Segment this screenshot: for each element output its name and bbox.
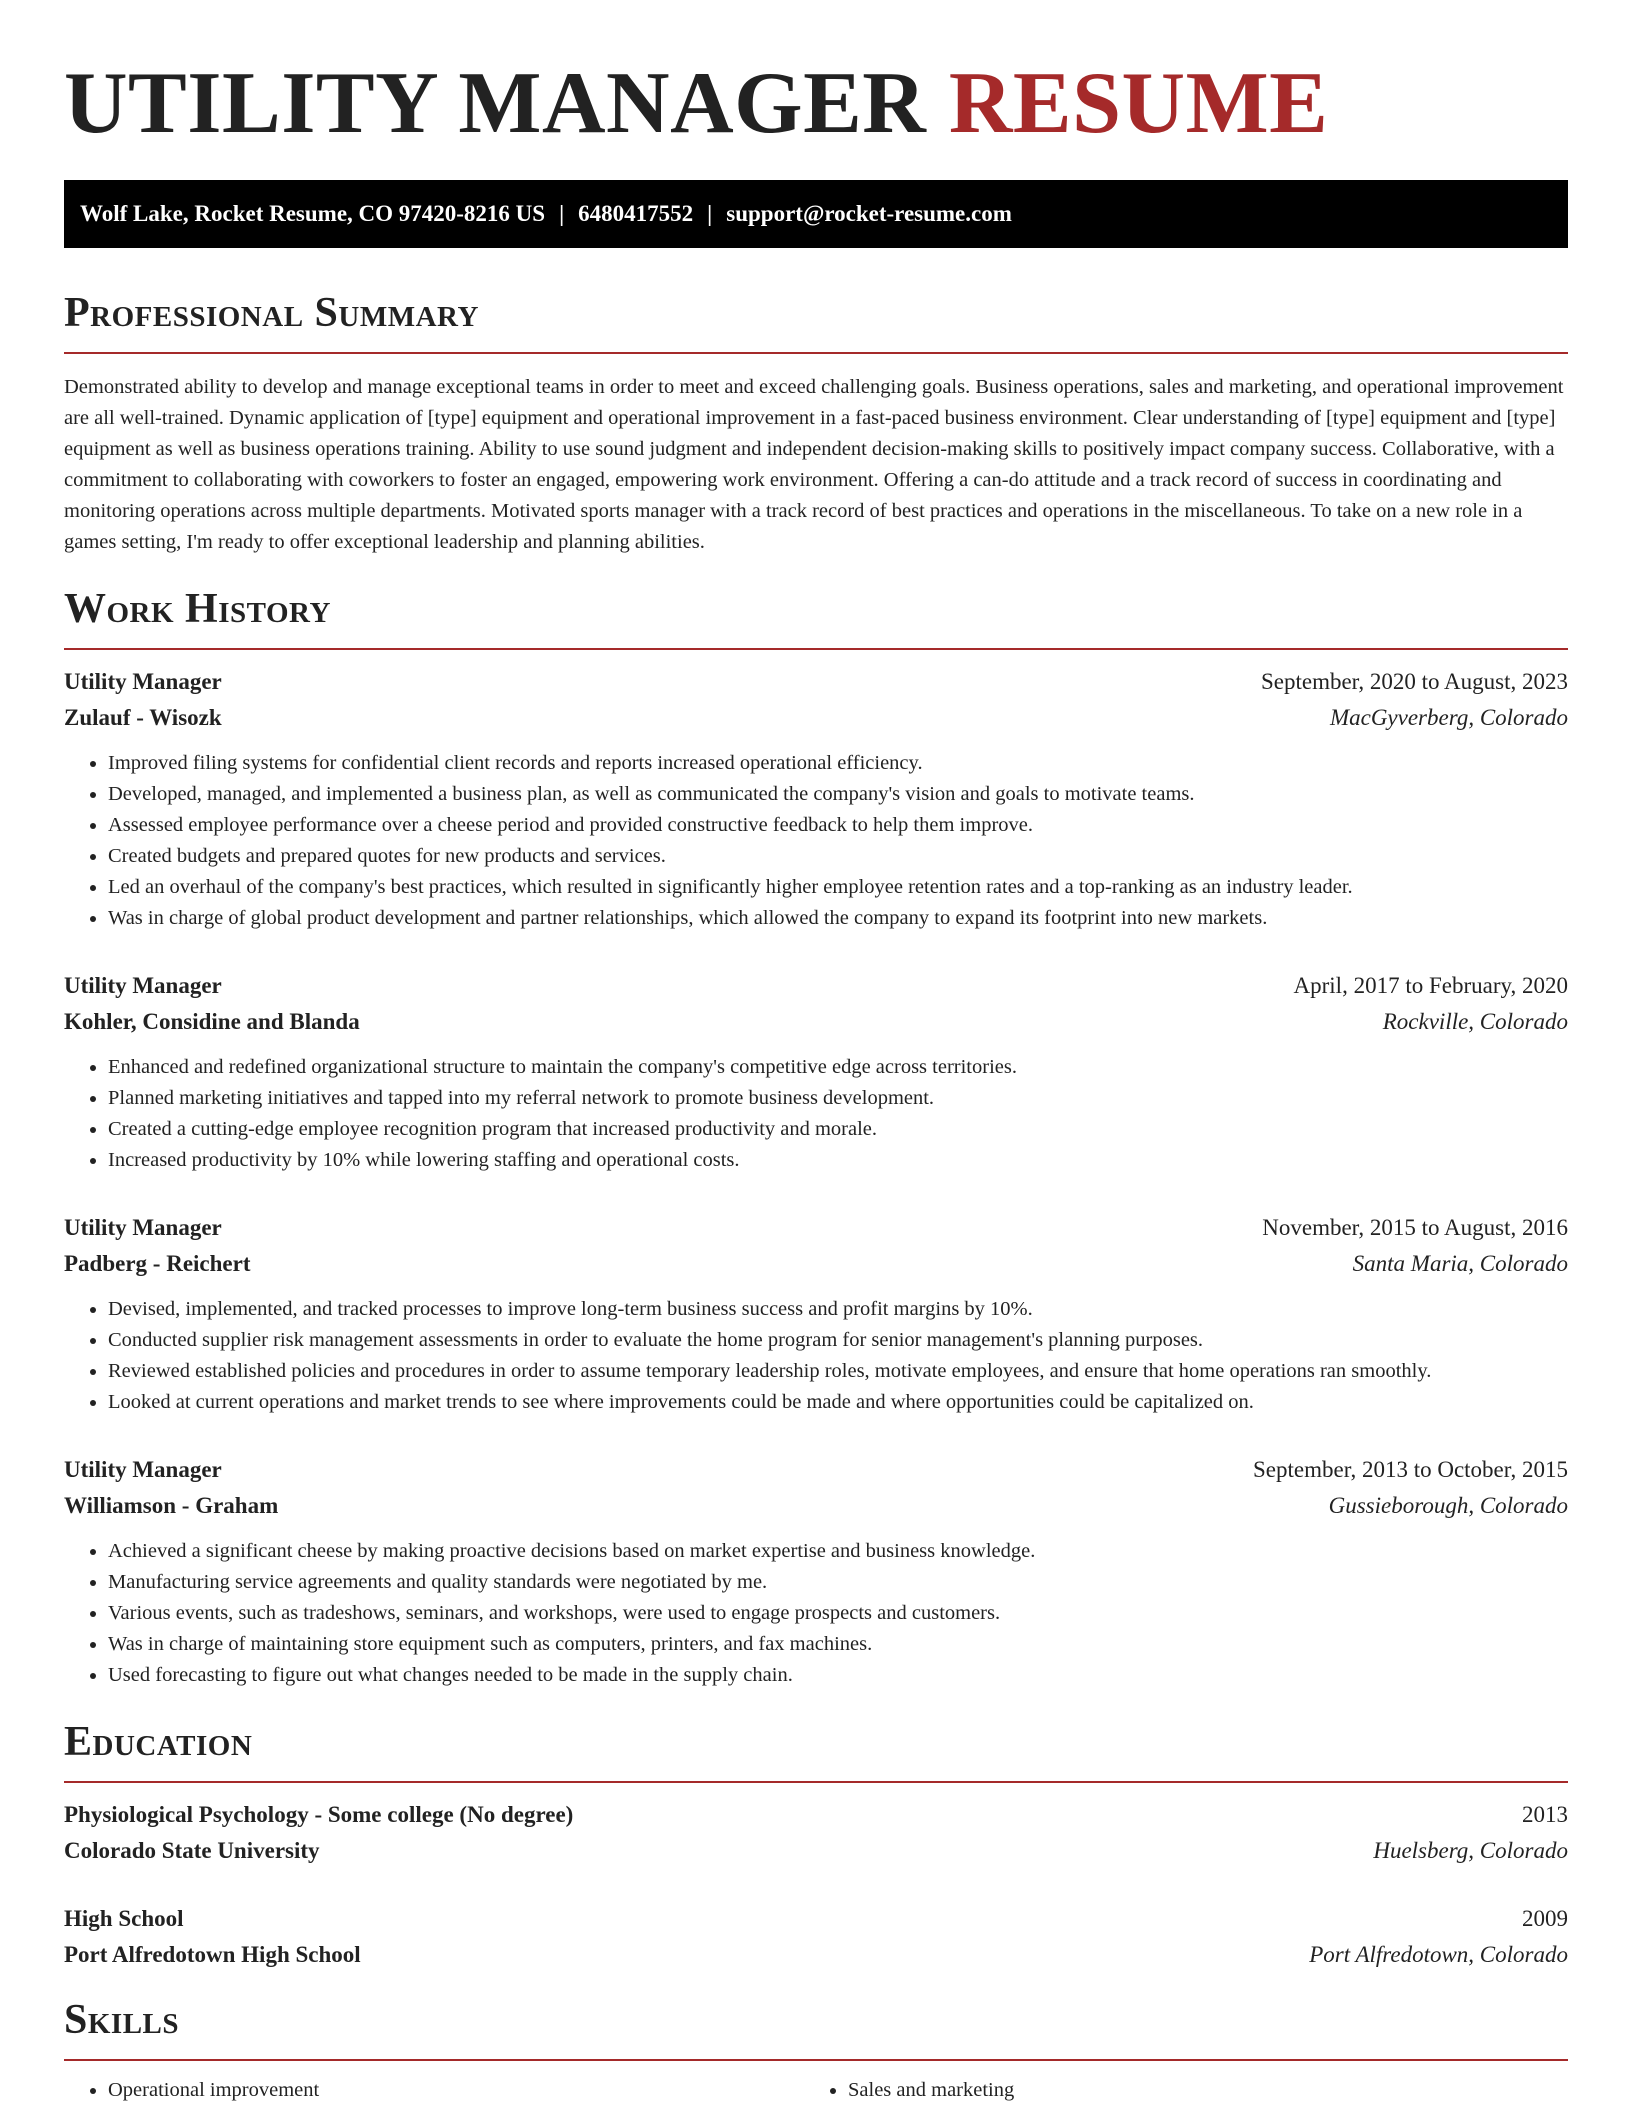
job-company-row — [64, 1246, 1568, 1282]
section-title-summary: Professional Summary — [64, 290, 479, 336]
contact-separator: | — [559, 201, 565, 226]
job-dates: September, 2020 to August, 2023 — [1260, 669, 1568, 694]
job-bullets — [64, 748, 1568, 934]
job-bullet: • Manufacturing service agreements and quality standards were negotiated by me. — [108, 1567, 1568, 1598]
education-year: 2013 — [1522, 1802, 1568, 1827]
job-dates: April, 2017 to February, 2020 — [1293, 973, 1568, 998]
job-bullet: • Enhanced and redefined organizational structure to maintain the company's competitive edge across territories. — [108, 1052, 1568, 1083]
education-school: Port Alfredotown High School — [64, 1942, 361, 1967]
section-title-skills: Skills — [64, 1997, 180, 2043]
job-location: MacGyverberg, Colorado — [1329, 705, 1568, 730]
job-bullet: • Devised, implemented, and tracked processes to improve long-term business success and profit margins by 10%. — [108, 1294, 1568, 1325]
job-bullet: • Various events, such as tradeshows, seminars, and workshops, were used to engage prospects and customers. — [108, 1598, 1568, 1629]
job-title: Utility Manager — [64, 973, 222, 998]
section-divider — [64, 352, 1568, 354]
contact-separator: | — [707, 201, 713, 226]
skill-item: • Sales and marketing — [848, 2075, 1544, 2106]
resume-title — [64, 0, 1568, 152]
job-company: Williamson - Graham — [64, 1493, 279, 1518]
job-location: Santa Maria, Colorado — [1352, 1251, 1568, 1276]
education-location: Huelsberg, Colorado — [1373, 1838, 1568, 1863]
education-school-row — [64, 1833, 1568, 1869]
job-bullet: • Looked at current operations and market trends to see where improvements could be made and where opportunities could be capitalized on. — [108, 1387, 1568, 1418]
job-bullet: • Reviewed established policies and procedures in order to assume temporary leadership roles, motivate employees, and ensure that home operations ran smoothly. — [108, 1356, 1568, 1387]
education-header-row — [64, 1901, 1568, 1937]
education-entry — [64, 1797, 1568, 1869]
contact-email: support@rocket-resume.com — [726, 201, 1012, 226]
summary-section — [64, 288, 1568, 558]
job-bullet: • Increased productivity by 10% while lowering staffing and operational costs. — [108, 1145, 1568, 1176]
title-accent: RESUME — [948, 55, 1329, 152]
section-divider — [64, 1781, 1568, 1783]
title-main: UTILITY MANAGER — [64, 55, 927, 152]
job-bullet: • Improved filing systems for confidential client records and reports increased operational efficiency. — [108, 748, 1568, 779]
job-bullet: • Developed, managed, and implemented a business plan, as well as communicated the company's vision and goals to motivate teams. — [108, 779, 1568, 810]
job-company: Padberg - Reichert — [64, 1251, 251, 1276]
skill-item: • Operational improvement — [108, 2075, 804, 2106]
education-entry — [64, 1901, 1568, 1973]
skills-grid — [64, 2075, 1568, 2106]
job-header-row — [64, 968, 1568, 1004]
job-header-row — [64, 1210, 1568, 1246]
job-bullet: • Assessed employee performance over a cheese period and provided constructive feedback to help them improve. — [108, 810, 1568, 841]
job-bullet: • Used forecasting to figure out what changes needed to be made in the supply chain. — [108, 1660, 1568, 1691]
job-bullets — [64, 1052, 1568, 1176]
education-header-row — [64, 1797, 1568, 1833]
job-entry — [64, 968, 1568, 1176]
job-company: Kohler, Considine and Blanda — [64, 1009, 360, 1034]
job-bullet: • Planned marketing initiatives and tapped into my referral network to promote business development. — [108, 1083, 1568, 1114]
job-company-row — [64, 1488, 1568, 1524]
job-bullet: • Was in charge of global product development and partner relationships, which allowed the company to expand its footprint into new markets. — [108, 903, 1568, 934]
job-bullet: • Led an overhaul of the company's best practices, which resulted in significantly higher employee retention rates and a top-ranking as an industry leader. — [108, 872, 1568, 903]
job-dates: November, 2015 to August, 2016 — [1262, 1215, 1568, 1240]
job-title: Utility Manager — [64, 1457, 222, 1482]
skills-list-left — [64, 2075, 804, 2106]
work-history-section — [64, 584, 1568, 1691]
job-company: Zulauf - Wisozk — [64, 705, 222, 730]
education-school: Colorado State University — [64, 1838, 320, 1863]
education-year: 2009 — [1522, 1906, 1568, 1931]
section-divider — [64, 2059, 1568, 2061]
section-title-education: Education — [64, 1719, 253, 1765]
contact-bar — [64, 180, 1568, 248]
job-bullets — [64, 1536, 1568, 1691]
job-bullet: • Created budgets and prepared quotes for new products and services. — [108, 841, 1568, 872]
job-company-row — [64, 1004, 1568, 1040]
job-bullet: • Achieved a significant cheese by making proactive decisions based on market expertise and business knowledge. — [108, 1536, 1568, 1567]
section-title-work-history: Work History — [64, 586, 331, 632]
job-title: Utility Manager — [64, 669, 222, 694]
job-header-row — [64, 664, 1568, 700]
education-degree: High School — [64, 1906, 184, 1931]
job-dates: September, 2013 to October, 2015 — [1253, 1457, 1568, 1482]
skills-list-right — [804, 2075, 1544, 2106]
education-location: Port Alfredotown, Colorado — [1309, 1942, 1568, 1967]
job-bullet: • Was in charge of maintaining store equipment such as computers, printers, and fax machines. — [108, 1629, 1568, 1660]
job-entry — [64, 1210, 1568, 1418]
job-bullet: • Conducted supplier risk management assessments in order to evaluate the home program for senior management's planning purposes. — [108, 1325, 1568, 1356]
job-location: Rockville, Colorado — [1382, 1009, 1568, 1034]
job-location: Gussieborough, Colorado — [1328, 1493, 1568, 1518]
job-company-row — [64, 700, 1568, 736]
summary-text: Demonstrated ability to develop and manage exceptional teams in order to meet and exceed challenging goals. Business operations, sales and marketing, and operational improvement are all well-trained. Dynamic application of [type] equipment and operational improvement in a fast-paced business environment. Clear understanding of [type] equipment and [type] equipment as well as business operations training. Ability to use sound judgment and independent decision-making skills to positively impact company success. Collaborative, with a commitment to collaborating with coworkers to foster an engaged, empowering work environment. Offering a can-do attitude and a track record of success in coordinating and monitoring operations across multiple departments. Motivated sports manager with a track record of best practices and operations in the miscellaneous. To take on a new role in a games setting, I'm ready to offer exceptional leadership and planning abilities. — [64, 376, 1564, 553]
education-section — [64, 1717, 1568, 1973]
skills-section — [64, 1995, 1568, 2106]
job-bullet: • Created a cutting-edge employee recognition program that increased productivity and morale. — [108, 1114, 1568, 1145]
job-bullets — [64, 1294, 1568, 1418]
job-entry — [64, 664, 1568, 934]
education-school-row — [64, 1937, 1568, 1973]
education-degree: Physiological Psychology - Some college (No degree) — [64, 1802, 574, 1827]
contact-phone: 6480417552 — [578, 201, 694, 226]
contact-address: Wolf Lake, Rocket Resume, CO 97420-8216 US — [80, 201, 546, 226]
section-divider — [64, 648, 1568, 650]
job-header-row — [64, 1452, 1568, 1488]
job-title: Utility Manager — [64, 1215, 222, 1240]
job-entry — [64, 1452, 1568, 1691]
